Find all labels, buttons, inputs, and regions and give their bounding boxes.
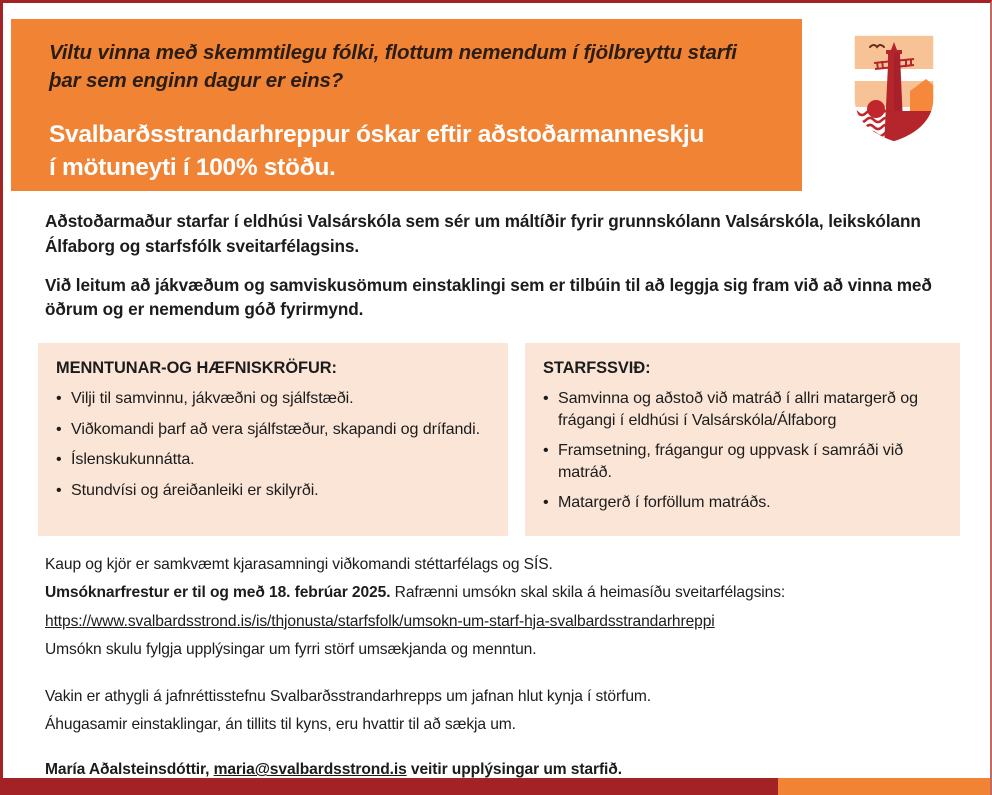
contact-suffix: veitir upplýsingar um starfið.: [406, 761, 622, 779]
contact-name: María Aðalsteinsdóttir,: [45, 761, 214, 779]
deadline-rest: Rafrænni umsókn skal skila á heimasíðu sveitarfélagsins:: [390, 584, 786, 602]
header-title-line1: Svalbarðsstrandarhreppur óskar eftir aðstoðarmanneskju: [49, 120, 705, 148]
list-item: • Samvinna og aðstoð við matráð í allri matargerð og frágangi í eldhúsi í Valsárskóla/Álfaborg: [543, 388, 940, 431]
header-title-line2: í mötuneyti í 100% stöðu.: [49, 153, 336, 181]
list-item: • Vilji til samvinnu, jákvæðni og sjálfstæði.: [56, 388, 488, 409]
scope-list: [543, 388, 940, 513]
terms-line: Kaup og kjör er samkvæmt kjarasamningi viðkomandi stéttarfélags og SÍS.: [45, 556, 553, 573]
footer-section: [45, 553, 965, 787]
header-panel: [11, 19, 802, 191]
header-kicker-line1: Viltu vinna með skemmtilegu fólki, flottum nemendum í fjölbreyttu starfi: [49, 41, 737, 64]
list-item: • Stundvísi og áreiðanleiki er skilyrði.: [56, 480, 488, 501]
application-url-link[interactable]: https://www.svalbardsstrond.is/is/thjonusta/starfsfolk/umsokn-um-starf-hja-svalbardsstrandarhreppi: [45, 612, 715, 630]
requirements-box: [38, 343, 508, 536]
list-item: • Íslenskukunnátta.: [56, 449, 488, 470]
scope-heading: STARFSSVIÐ:: [543, 359, 651, 377]
attachments-line: Umsókn skulu fylgja upplýsingar um fyrri störf umsækjanda og menntun.: [45, 641, 537, 659]
intro-paragraph-2: Við leitum að jákvæðum og samviskusömum einstaklingi sem er tilbúin til að leggja sig fram við að vinna með öðrum og er nemendum góð fyrirmynd.: [45, 274, 932, 320]
info-boxes-row: [38, 343, 960, 536]
list-item: • Viðkomandi þarf að vera sjálfstæður, skapandi og drífandi.: [56, 419, 488, 440]
deadline-bold: Umsóknarfrestur er til og með 18. febrúar 2025.: [45, 584, 391, 602]
intro-section: [45, 209, 955, 322]
intro-paragraph-1: Aðstoðarmaður starfar í eldhúsi Valsárskóla sem sér um máltíðir fyrir grunnskólann Valsárskóla, leikskólann Álfaborg og starfsfólk sveitarfélagsins.: [45, 211, 921, 256]
requirements-list: [56, 388, 488, 501]
equality-line-1: Vakin er athygli á jafnréttisstefnu Svalbarðsstrandarhrepps um jafnan hlut kynja í störfum.: [45, 687, 652, 705]
scope-box: [525, 343, 960, 536]
bottom-bar-accent: [778, 778, 992, 795]
requirements-heading: MENNTUNAR-OG HÆFNISKRÖFUR:: [56, 359, 337, 377]
deadline-line: [45, 581, 965, 604]
equality-line-2: Áhugasamir einstaklingar, án tillits til kyns, eru hvattir til að sækja um.: [45, 715, 516, 733]
application-url-line: [45, 610, 965, 633]
contact-email-link[interactable]: maria@svalbardsstrond.is: [213, 761, 407, 779]
coat-of-arms-logo: [848, 29, 940, 147]
list-item: • Matargerð í forföllum matráðs.: [543, 492, 940, 513]
header-kicker: [49, 39, 776, 96]
list-item: • Framsetning, frágangur og uppvask í samráði við matráð.: [543, 440, 940, 483]
header-kicker-line2: þar sem enginn dagur er eins?: [49, 69, 344, 93]
header-title: [49, 118, 776, 185]
